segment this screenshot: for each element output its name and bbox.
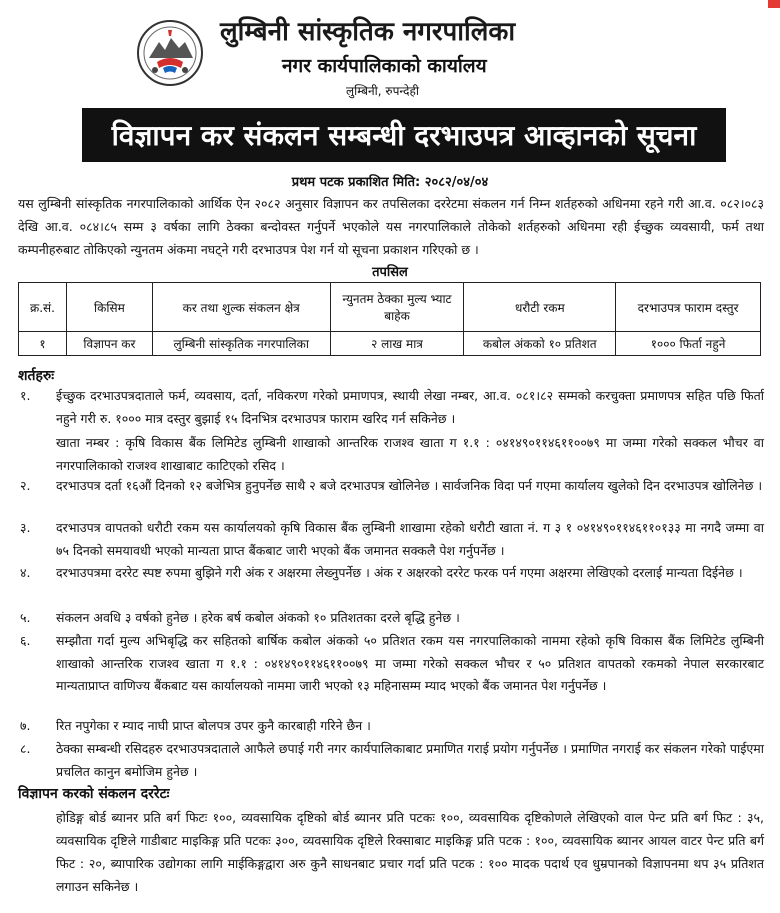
- condition-text: दरभाउपत्रमा दररेट स्पष्ट रुपमा बुझिने गरी अंक र अक्षरमा लेख्नुपर्नेछ । अंक र अक्षरको दररेट फरक पर्न गएमा अक्षरमा लेखिएको दरलाई मान्यता दिईनेछ ।: [56, 565, 743, 580]
- details-heading: तपसिल: [372, 265, 408, 280]
- table-cell: कबोल अंकको १० प्रतिशत: [464, 332, 616, 356]
- condition-number: ४.: [20, 565, 31, 580]
- condition-number: ५.: [20, 610, 31, 625]
- condition-number: १.: [20, 388, 31, 403]
- condition-item: [18, 475, 764, 498]
- condition-item: [18, 630, 764, 698]
- condition-text: ईच्छुक दरभाउपत्रदाताले फर्म, व्यवसाय, दर्ता, नविकरण गरेको प्रमाणपत्र, स्थायी लेखा नम्बर, आ.व. ०८१।८२ सम्मको करचुक्ता प्रमाणपत्र सहित पछि फिर्ता नहुने गरी रु. १००० मात्र दस्तुर बुझाई १५ दिनभित्र दरभाउपत्र फाराम खरिद गर्न सकिनेछ ।: [56, 388, 764, 426]
- condition-text: रित नपुगेका र म्याद नाघी प्राप्त बोलपत्र उपर कुनै कारबाही गरिने छैन ।: [56, 718, 371, 733]
- column-header: किसिम: [66, 283, 152, 332]
- rates-heading: विज्ञापन करको संकलन दररेटः: [18, 786, 170, 802]
- table-cell: १: [19, 332, 67, 356]
- office-address: लुम्बिनी, रुपन्देही: [346, 84, 419, 98]
- condition-item: [18, 715, 764, 738]
- condition-item: [18, 738, 764, 783]
- column-header: न्युनतम ठेक्का मुल्य भ्याट बाहेक: [330, 283, 464, 332]
- condition-text: ठेक्का सम्बन्धी रसिदहरु दरभाउपत्रदाताले आफैले छपाई गरी नगर कार्यपालिकाबाट प्रमाणित गराई प्रयोग गर्नुपर्नेछ । प्रमाणित नगराई कर संकलन गरेको पाईएमा प्रचलित कानुन बमोजिम हुनेछ ।: [56, 741, 764, 779]
- corner-mark: [768, 0, 780, 8]
- details-table: [18, 282, 761, 356]
- office-name: नगर कार्यपालिकाको कार्यालय: [282, 55, 487, 77]
- condition-number: ८.: [20, 741, 31, 756]
- condition-item: [18, 517, 764, 562]
- condition-number: ७.: [20, 718, 31, 733]
- condition-text: दरभाउपत्र दर्ता १६औं दिनको १२ बजेभित्र हुनुपर्नेछ साथै २ बजे दरभाउपत्र खोलिनेछ । सार्वजनिक विदा पर्न गएमा कार्यालय खुलेको दिन दरभाउपत्र खोलिनेछ ।: [56, 478, 763, 493]
- condition-number: ६.: [20, 633, 31, 648]
- letterhead: [0, 0, 780, 100]
- publish-date: प्रथम पटक प्रकाशित मिति: २०८२/०४/०४: [291, 175, 489, 190]
- table-cell: २ लाख मात्र: [330, 332, 464, 356]
- condition-item: [18, 385, 764, 477]
- table-cell: विज्ञापन कर: [66, 332, 152, 356]
- notice-title-banner: [82, 108, 726, 162]
- condition-text: संकलन अवधि ३ वर्षको हुनेछ । हरेक बर्ष कबोल अंकको १० प्रतिशतका दरले बृद्धि हुनेछ ।: [56, 610, 460, 625]
- condition-subtext: खाता नम्बर : कृषि विकास बैंक लिमिटेड लुम्बिनी शाखाको आन्तरिक राजश्व खाता ग १.१ : ०४१४९०११४६११००७९ मा जम्मा गरेको सक्कल भौचर वा नगरपालिकाको राजश्व शाखाबाट काटिएको रसिद ।: [56, 435, 764, 473]
- table-row: [19, 332, 761, 356]
- column-header: दरभाउपत्र फाराम दस्तुर: [616, 283, 761, 332]
- condition-number: ३.: [20, 520, 31, 535]
- conditions-heading: शर्तहरुः: [18, 368, 55, 384]
- condition-item: [18, 562, 764, 585]
- nepal-emblem-icon: [135, 18, 205, 88]
- condition-item: [18, 607, 764, 630]
- rates-text: होडिङ्ग बोर्ड ब्यानर प्रति बर्ग फिटः १००, व्यवसायिक दृष्टिको बोर्ड ब्यानर प्रति पटकः १००, व्यवसायिक दृष्टिकोणले लेखिएको वाल पेन्ट प्रति बर्ग फिट : ३५, व्यवसायिक दृष्टिले गाडीबाट माइकिङ्ग प्रति पटकः ३००, व्यवसायिक दृष्टिले रिक्साबाट माइकिङ्ग प्रति पटक : १००, व्यवसायिक ब्यानर आयल वाटर पेन्ट प्रति बर्ग फिट : २०, ब्यापारिक उद्योगका लागि माईकिङ्गद्वारा अरु कुनै साधनबाट प्रचार गर्दा प्रति पटक : १०० मादक पदार्थ एव धुम्रपानको विज्ञापनमा थप ३५ प्रतिशत लगाउन सकिनेछ ।: [56, 810, 764, 894]
- condition-text: दरभाउपत्र वापतको धरौटी रकम यस कार्यालयको कृषि विकास बैंक लुम्बिनी शाखामा रहेको धरौटी खाता नं. ग ३ १ ०४१४९०११४६११०१३३ मा नगदै जम्मा वा ७५ दिनको समयावधी भएको मान्यता प्राप्त बैंकबाट जारी भएको बैंक जमानत सक्कलै पेश गर्नुपर्नेछ ।: [56, 520, 764, 558]
- intro-paragraph: यस लुम्बिनी सांस्कृतिक नगरपालिकाको आर्थिक ऐन २०८२ अनुसार विज्ञापन कर तपसिलका दररेटमा संकलन गर्न निम्न शर्तहरुको अधिनमा रहने गरी आ.व. ०८२।०८३ देखि आ.व. ०८४।८५ सम्म ३ वर्षका लागि ठेक्का बन्दोवस्त गर्नुपर्ने भएकोले यस नगरपालिकाले तोकेको शर्तहरुको अधिनमा रही ईच्छुक व्यवसायी, फर्म तथा कम्पनीहरुबाट तोकिएको न्युनतम अंकमा नघट्ने गरी दरभाउपत्र पेश गर्न यो सूचना प्रकाशन गरिएको छ ।: [18, 196, 764, 257]
- condition-number: २.: [20, 478, 31, 493]
- org-name: लुम्बिनी सांस्कृतिक नगरपालिका: [220, 17, 516, 47]
- condition-text: सम्झौता गर्दा मुल्य अभिबृद्धि कर सहितको बार्षिक कबोल अंकको ५० प्रतिशत रकम यस नगरपालिकाको नाममा रहेको कृषि विकास बैंक लिमिटेड लुम्बिनी शाखाको आन्तरिक राजश्व खाता ग १.१ : ०४१४९०११४६११००७९ मा जम्मा गरेको सक्कल भौचर र ५० प्रतिशत वापतको रकमको नेपाल सरकारबाट मान्यताप्राप्त वाणिज्य बैंकबाट यस कार्यालयको नाममा जारी भएको १३ महिनासम्म म्याद भएको बैंक जमानत पेश गर्नुपर्नेछ ।: [56, 633, 764, 693]
- table-header-row: [19, 283, 761, 332]
- table-cell: लुम्बिनी सांस्कृतिक नगरपालिका: [152, 332, 330, 356]
- column-header: क्र.सं.: [19, 283, 67, 332]
- notice-title: विज्ञापन कर संकलन सम्बन्धी दरभाउपत्र आव्हानको सूचना: [111, 119, 697, 152]
- column-header: धरौटी रकम: [464, 283, 616, 332]
- table-cell: १००० फिर्ता नहुने: [616, 332, 761, 356]
- column-header: कर तथा शुल्क संकलन क्षेत्र: [152, 283, 330, 332]
